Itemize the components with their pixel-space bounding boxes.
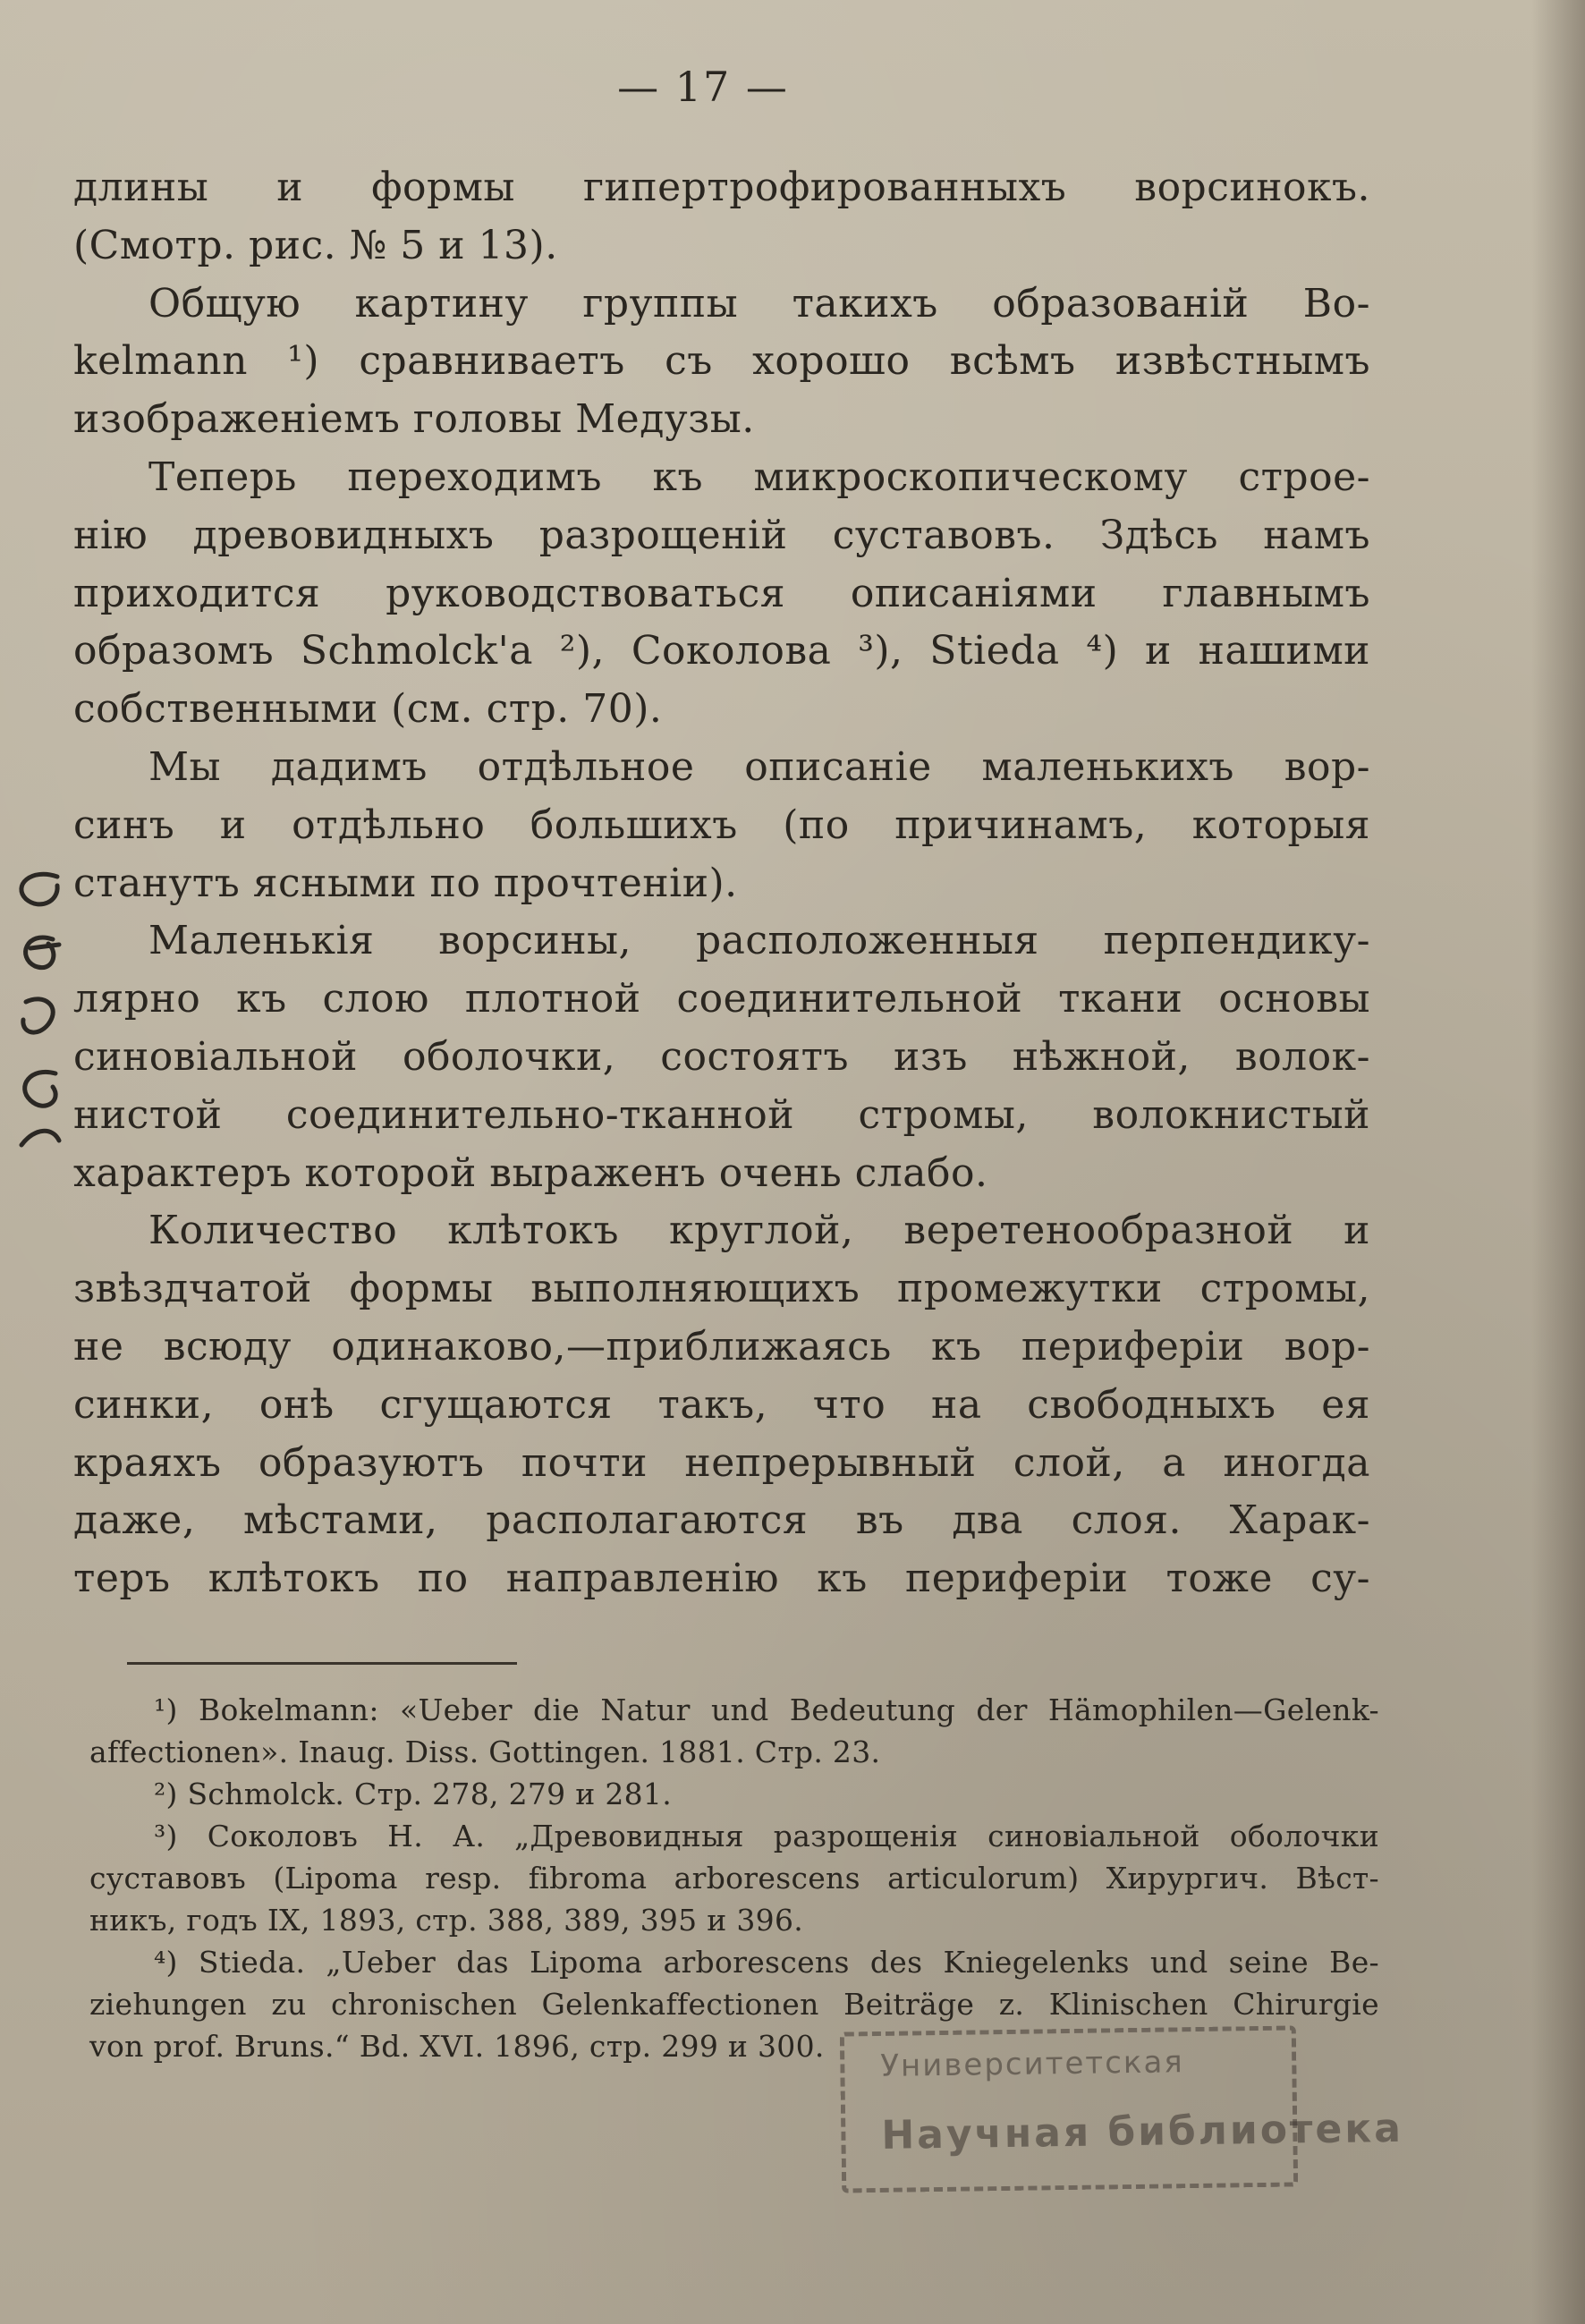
paragraph-1 (73, 159, 1370, 276)
text-line: приходится руководствоваться описаніями главнымъ (73, 570, 1370, 616)
library-stamp (840, 2025, 1404, 2193)
text-line: собственными (см. стр. 70). (73, 686, 663, 733)
footnote-line: ziehungen zu chronischen Gelenkaffectionen Beiträge z. Klinischen Chirurgie (89, 1987, 1379, 2022)
text-line: образомъ Schmolck'а ²), Соколова ³), Stieda ⁴) и нашими (73, 628, 1370, 674)
paragraph-5 (73, 912, 1370, 1202)
text-line: синовіальной оболочки, состоятъ изъ нѣжной, волок- (73, 1033, 1370, 1080)
page-edge-shadow (1531, 0, 1585, 2324)
text-line: синки, онѣ сгущаются такъ, что на свободныхъ ея (73, 1381, 1370, 1428)
stamp-line-1: Университетская (880, 2044, 1184, 2084)
text-line: не всюду одинаково,—приближаясь къ периферіи вор- (73, 1323, 1370, 1370)
footnote-2 (89, 1773, 1379, 1815)
footnote-line: ¹) Bokelmann: «Ueber die Natur und Bedeutung der Hämophilen—Gelenk- (154, 1692, 1379, 1727)
text-line: Количество клѣтокъ круглой, веретенообразной и (148, 1208, 1370, 1254)
text-line: изображеніемъ головы Медузы. (73, 396, 755, 443)
footnote-line: никъ, годъ IX, 1893, стр. 388, 389, 395 и 396. (89, 1903, 804, 1938)
page-number: — 17 — (617, 63, 789, 111)
paragraph-2 (73, 276, 1370, 449)
text-line: (Смотр. рис. № 5 и 13). (73, 222, 558, 268)
text-line: Мы дадимъ отдѣльное описаніе маленькихъ вор- (148, 743, 1370, 790)
text-line: Общую картину группы такихъ образованій Во- (148, 280, 1370, 327)
footnote-line: affectionen». Inaug. Diss. Gottingen. 1881. Стр. 23. (89, 1735, 881, 1769)
footnote-line: ³) Соколовъ Н. А. „Древовидныя разрощенія синовіальной оболочки (154, 1819, 1379, 1853)
text-line: даже, мѣстами, располагаются въ два слоя. Харак- (73, 1497, 1370, 1544)
handwritten-inventory-number (4, 859, 75, 1163)
text-line: длины и формы гипертрофированныхъ ворсинокъ. (73, 165, 1370, 210)
text-line: характеръ которой выраженъ очень слабо. (73, 1149, 988, 1196)
footnote-1 (89, 1689, 1379, 1773)
footnote-3 (89, 1815, 1379, 1941)
text-line: звѣздчатой формы выполняющихъ промежутки стромы, (73, 1266, 1370, 1312)
footnote-line: von prof. Bruns.“ Bd. XVI. 1896, стр. 299 и 300. (89, 2029, 825, 2064)
body-text (73, 159, 1370, 1608)
text-line: синъ и отдѣльно большихъ (по причинамъ, которыя (73, 802, 1370, 848)
text-line: станутъ ясными по прочтеніи). (73, 860, 738, 906)
paragraph-3 (73, 449, 1370, 739)
text-line: нію древовидныхъ разрощеній суставовъ. Здѣсь намъ (73, 512, 1370, 558)
footnote-line: суставовъ (Lipoma resp. fibroma arborescens articulorum) Хирургич. Вѣст- (89, 1861, 1379, 1896)
footnote-line: ⁴) Stieda. „Ueber das Lipoma arborescens des Kniegelenks und seine Be- (154, 1945, 1379, 1980)
text-line: нистой соединительно-тканной стромы, волокнистый (73, 1091, 1370, 1138)
text-line: kelmann ¹) сравниваетъ съ хорошо всѣмъ извѣстнымъ (73, 338, 1370, 385)
footnotes (89, 1689, 1379, 2067)
footnote-line: ²) Schmolck. Стр. 278, 279 и 281. (154, 1777, 673, 1811)
text-line: Теперь переходимъ къ микроскопическому строе- (148, 454, 1370, 500)
text-line: лярно къ слою плотной соединительной ткани основы (73, 976, 1370, 1022)
paragraph-4 (73, 739, 1370, 912)
stamp-line-2: Научная библиотека (881, 2105, 1404, 2159)
text-line: краяхъ образуютъ почти непрерывный слой, а иногда (73, 1439, 1370, 1486)
text-line: Маленькія ворсины, расположенныя перпендику- (148, 918, 1370, 964)
footnote-divider (127, 1662, 517, 1665)
paragraph-6 (73, 1202, 1370, 1608)
text-line: теръ клѣтокъ по направленію къ периферіи тоже су- (73, 1556, 1370, 1602)
